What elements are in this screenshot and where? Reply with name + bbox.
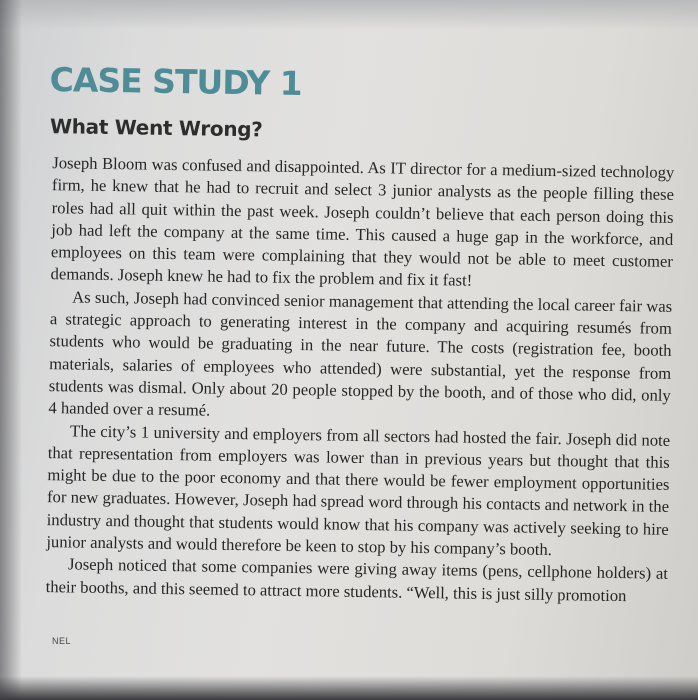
page-bottom-shadow <box>0 676 698 700</box>
paragraph-2: As such, Joseph had convinced senior management that attending the local career fair was a strategic approach to generating interest in the company and acquiring resumés from students who would be graduating in the near future. The costs (registration fee, booth materials, salaries of employees who attended) were substantial, yet the response from students was dismal. Only about 20 people stopped by the booth, and of those who did, only 4 handed over a resumé. <box>48 287 673 420</box>
paragraph-3: The city’s 1 university and employers from all sectors had hosted the fair. Joseph did note that representation from employers was lower than in previous years but thought that this might be due to the poor economy and that there would be fewer employment opportunities for new graduates. However, Joseph had spread word through his contacts and network in the industry and thought that students would know that his company was actively seeking to hire junior analysts and would therefore be keen to stop by his company’s booth. <box>46 420 671 560</box>
case-study-body <box>46 152 675 608</box>
page-top-shadow <box>0 0 698 30</box>
paragraph-1: Joseph Bloom was confused and disappointed. As IT director for a medium-sized technology firm, he knew that he had to recruit and select 3 junior analysts as the people filling these roles had all quit within the past week. Joseph couldn’t believe that each person doing this job had left the company at the same time. This caused a huge gap in the workforce, and employees on this team were complaining that they would not be able to meet customer demands. Joseph knew he had to fix the problem and fix it fast! <box>50 153 675 291</box>
page-content <box>38 58 676 608</box>
paragraph-4: Joseph noticed that some companies were giving away items (pens, cellphone holders) at their booths, and this seemed to attract more students. “Well, this is just silly promotion <box>45 554 669 605</box>
case-study-heading: CASE STUDY 1 <box>49 60 302 104</box>
page-footer-publisher: NEL <box>52 636 72 646</box>
page-left-shadow <box>0 0 22 700</box>
case-study-subheading: What Went Wrong? <box>49 114 263 142</box>
